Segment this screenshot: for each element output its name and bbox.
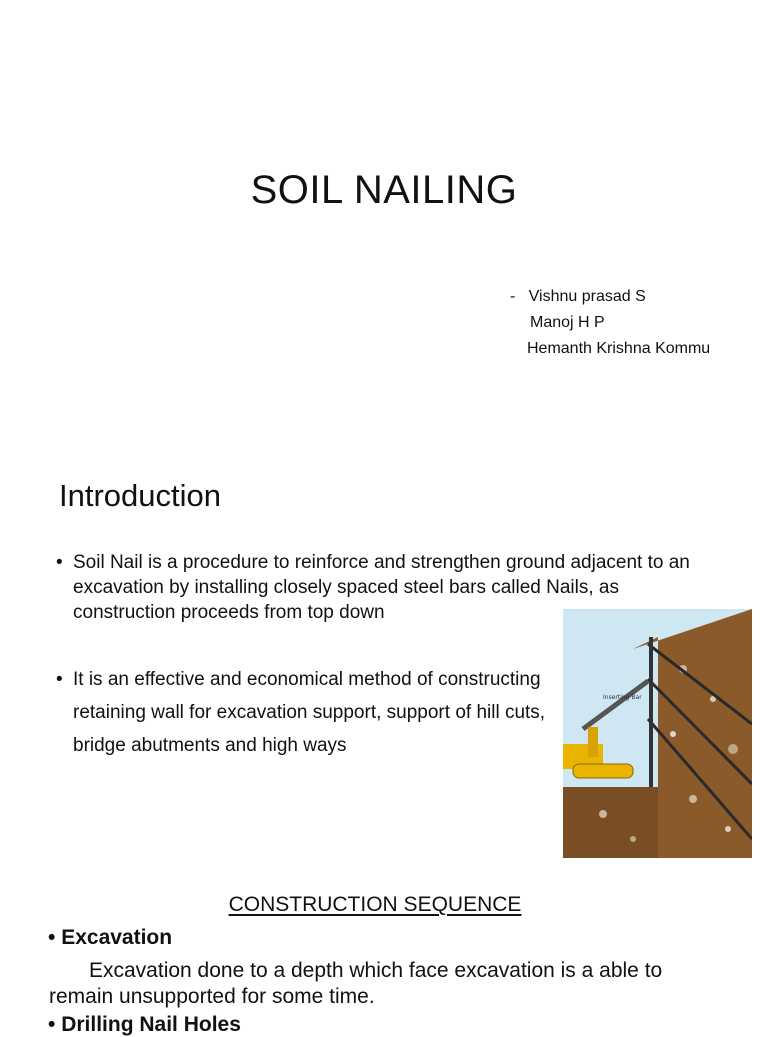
soil-nailing-diagram-svg — [563, 609, 752, 858]
step-1-description-text: Excavation done to a depth which face excavation is a able to remain unsupported for some time. — [49, 959, 663, 1008]
bullet-dot: • — [56, 669, 63, 690]
authors-list — [510, 284, 710, 362]
intro-bullet-2-text: It is an effective and economical method of constructing retaining wall for excavation support, support of hill cuts, bridge abutments and high ways — [73, 669, 546, 756]
author-3: Hemanth Krishna Kommu — [527, 340, 711, 357]
introduction-heading: Introduction — [59, 478, 221, 513]
author-row-2 — [510, 310, 710, 336]
author-1: Vishnu prasad S — [528, 288, 646, 305]
author-row-3 — [510, 336, 710, 362]
bullet-dot: • — [48, 926, 56, 949]
slide-title: SOIL NAILING — [250, 168, 518, 212]
author-row-1 — [510, 284, 710, 310]
step-excavation-title — [48, 926, 172, 950]
author-dash: - — [510, 288, 516, 305]
construction-sequence-heading-text: CONSTRUCTION SEQUENCE — [228, 893, 522, 916]
intro-bullet-2 — [56, 663, 556, 762]
author-2: Manoj H P — [530, 314, 605, 331]
intro-bullet-1-text: Soil Nail is a procedure to reinforce and strengthen ground adjacent to an excavation by installing closely spaced steel bars called Nails, as construction proceeds from top down — [73, 552, 690, 623]
step-excavation-description — [49, 958, 729, 1010]
step-drilling-title — [48, 1013, 241, 1037]
bullet-dot: • — [56, 552, 63, 573]
step-1-title-text: Excavation — [61, 926, 173, 949]
construction-sequence-heading — [0, 893, 750, 917]
bullet-dot: • — [48, 1013, 56, 1036]
inserting-bar-label: Inserting Bar — [603, 694, 642, 701]
step-2-title-text: Drilling Nail Holes — [61, 1013, 241, 1036]
soil-nailing-illustration — [563, 609, 752, 858]
